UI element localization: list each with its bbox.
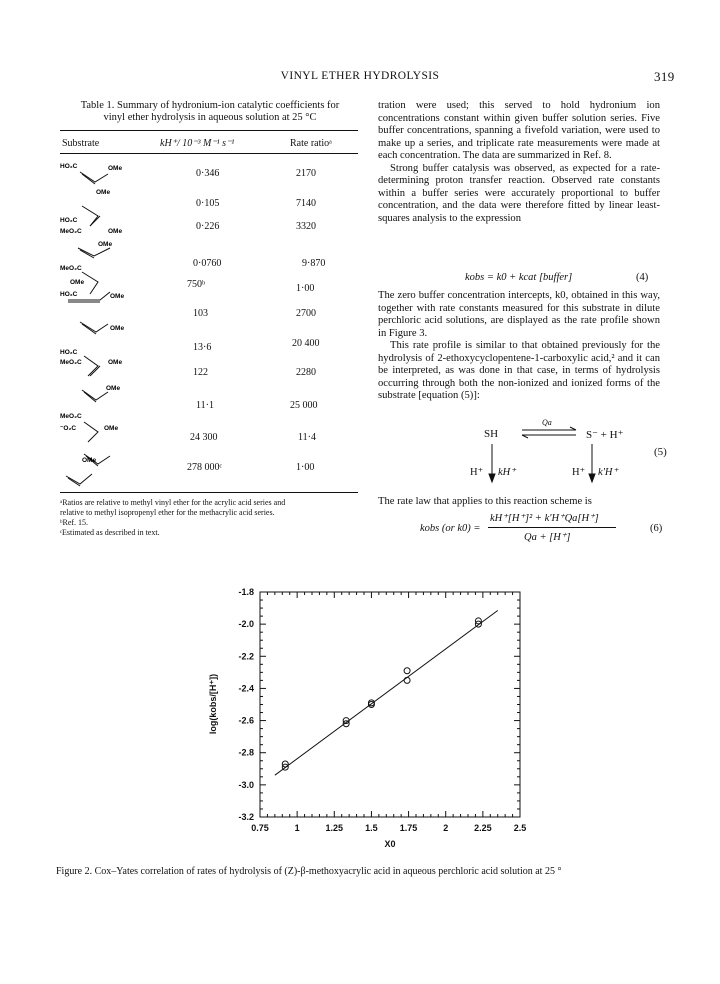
data-point — [404, 677, 410, 683]
struct-label: OMe — [108, 228, 123, 235]
cell-ratio: 2700 — [296, 308, 316, 319]
cell-k: 11·1 — [196, 400, 214, 411]
y-axis-label: log(kobs/[H⁺]) — [208, 673, 218, 735]
cell-ratio: 2280 — [296, 367, 316, 378]
equation-6-numerator: kH⁺[H⁺]² + k'H⁺Qa[H⁺] — [490, 513, 599, 524]
cell-k: 122 — [193, 367, 208, 378]
table-rule-bottom — [60, 492, 358, 493]
fit-line — [275, 610, 498, 775]
body-text-upper — [378, 100, 660, 225]
y-tick-label: -2.4 — [238, 683, 254, 694]
x-tick-label: 1.75 — [399, 823, 418, 833]
x-axis-label: X0 — [384, 839, 396, 849]
scheme-sh: SH — [484, 428, 499, 440]
cell-k: 278 000ᶜ — [187, 462, 223, 473]
y-tick-label: -2.6 — [238, 715, 254, 726]
y-tick-label: -3.2 — [238, 812, 254, 822]
struct-label: OMe — [106, 385, 121, 392]
scheme-h1: H⁺ — [470, 467, 484, 478]
body-text-lower — [378, 496, 660, 509]
scheme-qa: Qa — [542, 418, 552, 427]
struct-label: MeO₂C — [60, 265, 82, 272]
x-tick-label: 1 — [294, 823, 300, 833]
equation-5-number: (5) — [654, 446, 667, 458]
cell-k: 0·0760 — [193, 258, 222, 269]
footnote-a-cont: relative to methyl isopropenyl ether for the methacrylic acid series. — [60, 508, 275, 517]
scheme-down-arrows — [488, 442, 598, 486]
table-caption-line: vinyl ether hydrolysis in aqueous solution at 25 °C — [103, 112, 317, 123]
struct-label: HO₂C — [60, 217, 78, 224]
table-rule-header — [60, 153, 358, 154]
equation-6-denominator: Qa + [H⁺] — [524, 532, 571, 543]
struct-label: HO₂C — [60, 163, 78, 170]
cell-ratio: 1·00 — [296, 283, 315, 294]
cell-ratio: 11·4 — [298, 432, 316, 443]
cell-k: 0·226 — [196, 221, 220, 232]
equilibrium-arrows — [520, 426, 580, 440]
footnote-b: ᵇRef. 15. — [60, 518, 89, 527]
cox-yates-plot — [200, 582, 540, 852]
table-footnotes — [60, 498, 360, 538]
figure-caption: Figure 2. Cox–Yates correlation of rates of hydrolysis of (Z)-β-methoxyacrylic acid in aqueous perchloric acid solution at 25 ° — [56, 866, 562, 877]
x-tick-label: 1.5 — [365, 823, 378, 833]
running-title: VINYL ETHER HYDROLYSIS — [280, 70, 440, 82]
paragraph: The zero buffer concentration intercepts, k0, obtained in this way, together with rate constants measured for this substrate in dilute perchloric acid solutions, are displayed as the rate profile shown in Figure 3. — [378, 290, 660, 339]
x-tick-label: 2.5 — [513, 823, 527, 833]
x-tick-label: 2.25 — [474, 823, 492, 833]
paragraph: Strong buffer catalysis was observed, as expected for a rate-determining proton transfer reaction. Observed rate constants within a buffer series were accurately proportional to buffer concentration, and the data were therefore fitted by linear least-squares analysis to the expression — [378, 162, 660, 224]
col-header-substrate: Substrate — [62, 138, 100, 149]
fraction-bar — [488, 527, 616, 528]
cell-ratio: 20 400 — [292, 338, 320, 349]
cell-ratio: 9·870 — [302, 258, 326, 269]
struct-label: OMe — [98, 241, 113, 248]
cell-k: 24 300 — [190, 432, 218, 443]
table-rule-top — [60, 130, 358, 131]
struct-label: ⁻O₂C — [60, 425, 77, 432]
cell-ratio: 3320 — [296, 221, 316, 232]
scheme-k2: k'H⁺ — [598, 467, 619, 478]
paragraph: tration were used; this served to hold hydronium ion concentrations constant within given buffer solution series. Five buffer concentrations, spanning a fivefold variation, were used to make up a series, and triplicate rate measurements were made at each concentration. The data are summarized in Ref. 8. — [378, 100, 660, 162]
x-tick-label: 1.25 — [325, 823, 344, 833]
equation-4-number: (4) — [636, 272, 649, 283]
paragraph: The rate law that applies to this reaction scheme is — [378, 496, 592, 507]
x-tick-label: 2 — [443, 823, 449, 833]
y-tick-label: -2.8 — [238, 747, 254, 758]
struct-label: MeO₂C — [60, 228, 82, 235]
page-number: 319 — [654, 69, 675, 84]
struct-label: HO₂C — [60, 349, 78, 356]
equation-6-number: (6) — [650, 523, 663, 534]
struct-label: OMe — [104, 425, 119, 432]
equation-6-lhs: kobs (or k0) = — [420, 523, 481, 534]
cell-ratio: 2170 — [296, 168, 316, 179]
cell-k: 13·6 — [193, 342, 212, 353]
scheme-k1: kH⁺ — [498, 467, 516, 478]
col-header-k: kH⁺/ 10⁻³ M⁻¹ s⁻¹ — [160, 138, 235, 149]
scheme-products: S⁻ + H⁺ — [586, 429, 624, 441]
substrate-structures — [60, 160, 170, 490]
cell-k: 750ᵇ — [187, 279, 206, 290]
struct-label: HO₂C — [60, 291, 78, 298]
struct-label: OMe — [82, 457, 97, 464]
y-tick-label: -2.0 — [238, 619, 254, 630]
scheme-h2: H⁺ — [572, 467, 586, 478]
table-caption — [60, 100, 360, 124]
cell-ratio: 25 000 — [290, 400, 318, 411]
struct-label: OMe — [108, 165, 123, 172]
cell-ratio: 1·00 — [296, 462, 315, 473]
y-tick-label: -1.8 — [238, 587, 254, 597]
x-tick-label: 0.75 — [251, 823, 269, 833]
y-tick-label: -2.2 — [238, 651, 254, 662]
struct-label: OMe — [70, 279, 85, 286]
footnote-a: ᵃRatios are relative to methyl vinyl ether for the acrylic acid series and — [60, 498, 286, 507]
struct-label: OMe — [110, 293, 125, 300]
body-text-middle — [378, 290, 660, 403]
data-point — [404, 668, 410, 674]
struct-label: OMe — [108, 359, 123, 366]
cell-k: 0·346 — [196, 168, 220, 179]
cell-k: 0·105 — [196, 198, 220, 209]
struct-label: MeO₂C — [60, 359, 82, 366]
struct-label: MeO₂C — [60, 413, 82, 420]
struct-label: OMe — [96, 189, 111, 196]
table-caption-line: Table 1. Summary of hydronium-ion catalytic coefficients for — [80, 100, 340, 111]
footnote-c: ᶜEstimated as described in text. — [60, 528, 160, 537]
cell-ratio: 7140 — [296, 198, 316, 209]
col-header-ratio: Rate ratioᵃ — [290, 138, 332, 149]
paragraph: This rate profile is similar to that obtained previously for the hydrolysis of 2-ethoxycyclopentene-1-carboxylic acid,² and it can be interpreted, as was done in that case, in terms of hydrolysis occurring through both the non-ionized and ionized forms of the substrate [equation (5)]: — [378, 340, 660, 402]
cell-k: 103 — [193, 308, 208, 319]
equation-4: kobs = k0 + kcat [buffer] — [465, 272, 573, 283]
y-tick-label: -3.0 — [238, 779, 254, 790]
struct-label: OMe — [110, 325, 125, 332]
